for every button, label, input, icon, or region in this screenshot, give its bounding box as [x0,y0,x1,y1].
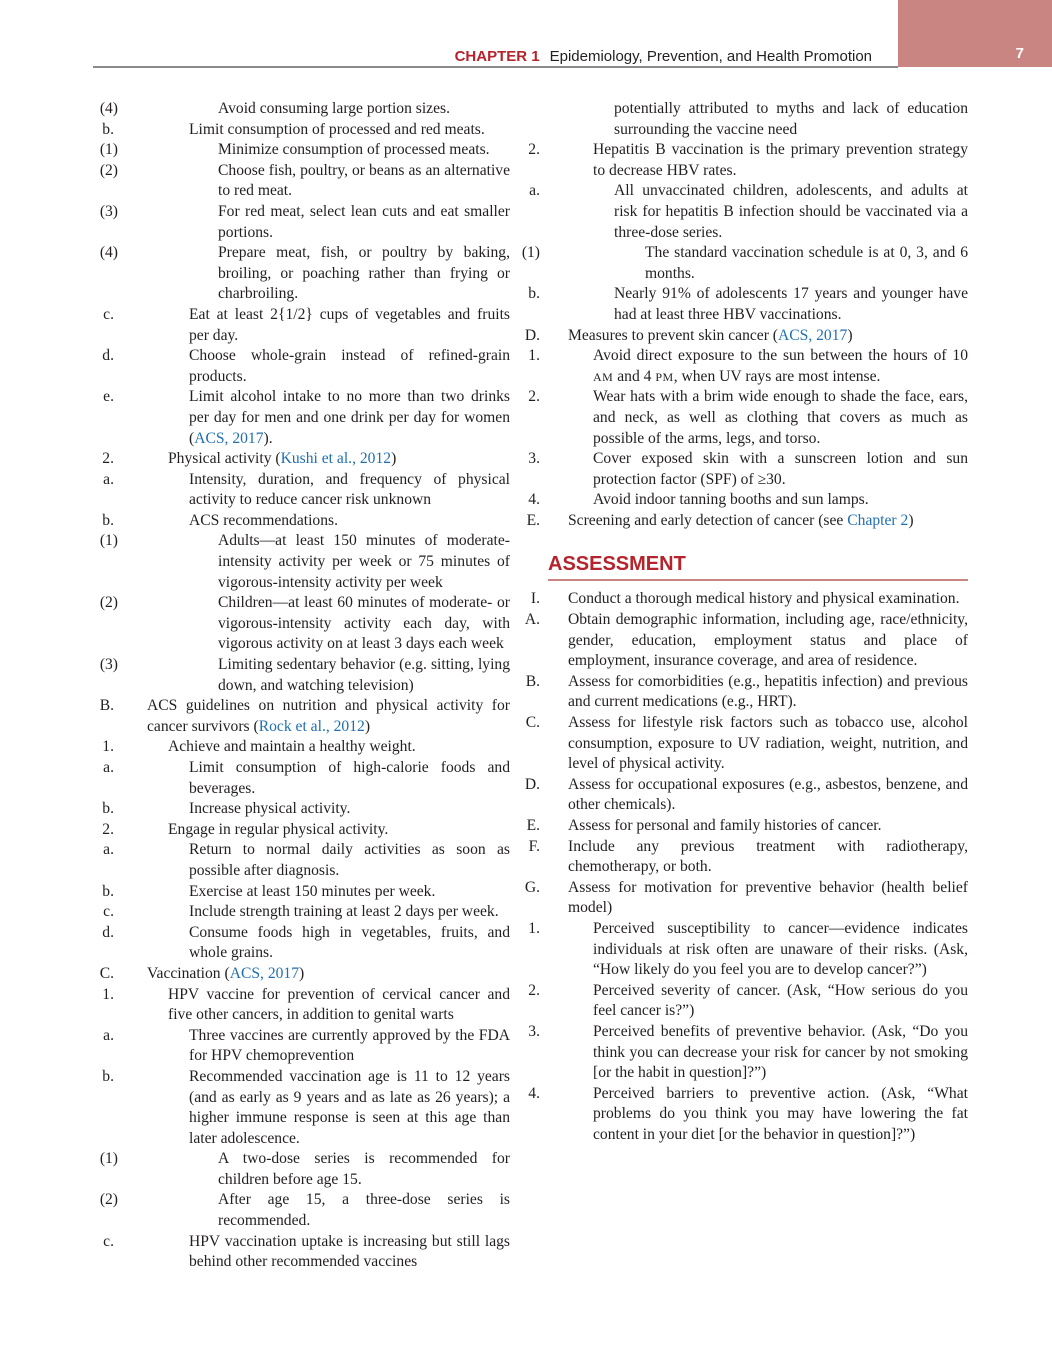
outline-marker: (4) [99,100,118,117]
outline-item [528,140,968,181]
outline-text: Wear hats with a brim wide enough to shade the face, ears, and neck, as well as clothing that covers as much as possible of the arms, legs, and torso. [593,388,968,447]
outline-text: Perceived benefits of preventive behavior. (Ask, “Do you think you can decrease your risk for cancer by not smoking [or the habit in question]?”) [593,1022,968,1082]
outline-item [102,985,510,1026]
outline-text: Assess for personal and family histories of cancer. [568,817,882,834]
outline-marker: B. [525,672,540,690]
outline-marker: a. [103,841,114,859]
outline-text: Avoid consuming large portion sizes. [218,100,450,117]
outline-item [524,326,968,347]
header-rule [93,66,898,68]
outline-text: Choose whole-grain instead of refined-grain products. [189,347,510,385]
outline-item [528,346,968,387]
outline-text: potentially attributed to myths and lack of education surrounding the vaccine need [614,100,968,138]
outline-item [102,737,510,758]
outline-text: Prepare meat, fish, or poultry by baking, broiling, or poaching rather than frying or charbroiling. [218,244,510,303]
outline-item [99,964,510,985]
outline-item [103,305,510,346]
outline-item [528,1022,968,1084]
section-heading-assessment: ASSESSMENT [548,551,968,581]
outline-text: Return to normal daily activities as soon as possible after diagnosis. [189,841,510,879]
outline-item [99,1190,510,1231]
outline-marker: A. [524,611,540,629]
outline-marker: G. [524,878,540,896]
outline-marker: 3. [528,450,540,468]
outline-item [528,837,968,878]
outline-text: Perceived susceptibility to cancer—evidence indicates individuals at risk often are unaware of their risks. (Ask, “How likely do you feel you are to develop cancer?”) [593,919,968,979]
outline-marker: D. [524,326,540,344]
outline-text: Engage in regular physical activity. [168,820,389,838]
outline-text: Choose fish, poultry, or beans as an alternative to red meat. [218,161,510,200]
outline-marker: b. [102,882,114,900]
outline-marker: (3) [99,202,118,220]
outline-marker: (2) [99,1191,118,1209]
citation-link[interactable]: Chapter 2 [847,511,909,529]
outline-marker: B. [99,697,114,715]
right-column-top [521,99,968,531]
outline-marker: c. [103,903,114,921]
outline-text: Intensity, duration, and frequency of physical activity to reduce cancer risk unknown [189,470,510,509]
outline-marker: D. [524,775,540,793]
outline-item [102,120,510,141]
outline-item [548,99,968,140]
outline-text: Assess for comorbidities (e.g., hepatitis infection) and previous and current medications (e.g., HRT). [568,672,968,711]
outline-marker: b. [102,800,114,818]
outline-item [525,672,968,713]
outline-item [99,696,510,737]
outline-marker: C. [99,964,114,982]
outline-item [103,387,510,449]
citation-link[interactable]: ACS, 2017 [229,964,300,982]
outline-text: Hepatitis B vaccination is the primary prevention strategy to decrease HBV rates. [593,141,968,179]
outline-item [99,161,510,202]
outline-text: HPV vaccination uptake is increasing but still lags behind other recommended vaccines [189,1232,510,1271]
outline-item [102,820,510,841]
outline-item [529,181,968,243]
running-head [455,48,872,65]
outline-text: Cover exposed skin with a sunscreen lotion and sun protection factor (SPF) of ≥30. [593,450,968,488]
citation-link[interactable]: ACS, 2017 [778,326,848,344]
outline-marker: a. [103,470,114,488]
outline-text: The standard vaccination schedule is at 0, 3, and 6 months. [645,244,968,282]
outline-item [526,511,968,532]
outline-text: Avoid direct exposure to the sun between the hours of 10 AM and 4 PM, when UV rays are most intense. [593,347,968,385]
outline-marker: 4. [528,1084,540,1102]
outline-marker: 2. [102,820,114,838]
outline-marker: 2. [528,388,540,406]
outline-item [102,511,510,532]
outline-marker: (3) [99,656,118,674]
outline-text: After age 15, a three-dose series is recommended. [218,1191,510,1230]
outline-item [99,655,510,696]
outline-item [99,243,510,305]
outline-item [524,775,968,816]
outline-item [526,816,968,837]
outline-marker: 4. [528,491,540,509]
outline-text: Obtain demographic information, including age, race/ethnicity, gender, education, employment status and place of employment, insurance coverage, and area of residence. [568,611,968,670]
outline-marker: d. [102,347,114,365]
outline-text: All unvaccinated children, adolescents, and adults at risk for hepatitis B infection should be vaccinated via a three-dose series. [614,182,968,241]
outline-item [99,593,510,655]
outline-marker: (1) [521,244,540,262]
outline-text: HPV vaccine for prevention of cervical cancer and five other cancers, in addition to genital warts [168,985,510,1024]
outline-text: Limiting sedentary behavior (e.g. sitting, lying down, and watching television) [218,656,510,694]
citation-link[interactable]: Rock et al., 2012 [258,717,365,735]
outline-marker: C. [525,714,540,732]
outline-item [102,449,510,470]
page-number: 7 [1015,45,1024,62]
outline-marker: a. [529,182,540,200]
outline-item [99,202,510,243]
outline-text: Limit consumption of high-calorie foods and beverages. [189,759,510,797]
outline-marker: 1. [102,985,114,1003]
outline-item [103,902,510,923]
outline-text: A two-dose series is recommended for children before age 15. [218,1150,510,1188]
outline-marker: 2. [102,450,114,468]
outline-marker: E. [526,511,540,529]
outline-text: Perceived barriers to preventive action. (Ask, “What problems do you think you may have lowering the fat content in your diet [or the behavior in question]?”) [593,1084,968,1143]
outline-item [103,758,510,799]
outline-item [103,470,510,511]
outline-item [528,387,968,449]
outline-marker: a. [103,1026,114,1044]
outline-item [102,346,510,387]
chapter-title: Epidemiology, Prevention, and Health Promotion [549,48,872,65]
outline-marker: (4) [99,244,118,262]
outline-marker: I. [530,590,540,608]
outline-marker: (2) [99,594,118,612]
outline-marker: E. [526,817,540,834]
outline-item [528,490,968,511]
citation-link[interactable]: ACS, 2017 [194,429,264,447]
outline-item [528,981,968,1022]
outline-text: Achieve and maintain a healthy weight. [168,738,416,756]
left-column [99,99,510,1273]
outline-item [528,449,968,490]
outline-marker: 1. [528,347,540,365]
outline-marker: (1) [99,1150,118,1168]
outline-text: For red meat, select lean cuts and eat smaller portions. [218,202,510,241]
outline-item [102,882,510,903]
outline-item [524,878,968,919]
outline-item [528,284,968,325]
outline-text: Limit consumption of processed and red meats. [189,120,485,138]
outline-text: Conduct a thorough medical history and physical examination. [568,590,960,608]
outline-marker: b. [528,285,540,303]
outline-text: Include strength training at least 2 days per week. [189,903,499,921]
outline-text: Perceived severity of cancer. (Ask, “How serious do you feel cancer is?”) [593,981,968,1020]
outline-marker: 1. [528,919,540,937]
outline-marker: c. [103,305,114,323]
outline-text: Recommended vaccination age is 11 to 12 years (and as early as 9 years and as late as 26 years); a higher immune response is seen at this age than later adolescence. [189,1067,510,1147]
outline-marker: b. [102,511,114,529]
outline-text: Physical activity (Kushi et al., 2012) [168,450,397,468]
outline-item [102,1067,510,1149]
outline-text: Adults—at least 150 minutes of moderate-intensity activity per week or 75 minutes of vigorous-intensity activity per week [218,532,510,591]
outline-marker: e. [103,388,114,406]
outline-text: Measures to prevent skin cancer (ACS, 2017) [568,326,853,344]
citation-link[interactable]: Kushi et al., 2012 [280,450,392,468]
outline-text: Screening and early detection of cancer (see Chapter 2) [568,511,914,529]
outline-item [528,919,968,981]
outline-item [521,243,968,284]
outline-marker: b. [102,120,114,138]
outline-item [530,589,968,610]
outline-text: Assess for occupational exposures (e.g., asbestos, benzene, and other chemicals). [568,775,968,814]
outline-item [99,1149,510,1190]
outline-marker: a. [103,759,114,776]
outline-text: ACS recommendations. [189,511,338,529]
outline-text: ACS guidelines on nutrition and physical activity for cancer survivors (Rock et al., 2012) [147,697,510,735]
outline-item [525,713,968,775]
outline-text: Increase physical activity. [189,800,351,818]
outline-marker: 1. [102,738,114,756]
outline-text: Consume foods high in vegetables, fruits, and whole grains. [189,923,510,962]
outline-item [102,923,510,964]
outline-text: Eat at least 2{1/2} cups of vegetables and fruits per day. [189,305,510,344]
outline-item [524,610,968,672]
outline-marker: (1) [99,141,118,159]
outline-item [99,140,510,161]
outline-text: Assess for lifestyle risk factors such as tobacco use, alcohol consumption, exposure to UV radiation, weight, nutrition, and level of physical activity. [568,714,968,773]
outline-item [102,799,510,820]
outline-item [528,1084,968,1146]
outline-text: Vaccination (ACS, 2017) [147,964,305,982]
outline-marker: (2) [99,161,118,179]
outline-marker: 2. [528,981,540,999]
outline-text: Children—at least 60 minutes of moderate- or vigorous-intensity activity each day, with vigorous activity on at least 3 days each week [218,594,510,653]
outline-marker: b. [102,1067,114,1085]
outline-text: Limit alcohol intake to no more than two drinks per day for men and one drink per day for women (ACS, 2017). [189,388,510,447]
outline-item [99,99,510,120]
outline-text: Minimize consumption of processed meats. [218,141,490,159]
outline-text: Nearly 91% of adolescents 17 years and younger have had at least three HBV vaccinations. [614,285,968,323]
outline-text: Exercise at least 150 minutes per week. [189,882,436,900]
outline-marker: (1) [99,532,118,550]
chapter-label: CHAPTER 1 [454,48,540,65]
outline-text: Three vaccines are currently approved by the FDA for HPV chemoprevention [189,1026,510,1065]
outline-marker: 3. [528,1022,540,1040]
outline-marker: d. [102,923,114,941]
outline-text: Avoid indoor tanning booths and sun lamps. [593,491,869,509]
outline-marker: F. [528,837,540,855]
outline-item [99,531,510,593]
assessment-list [524,589,968,1145]
outline-text: Assess for motivation for preventive behavior (health belief model) [568,878,968,917]
outline-marker: 2. [528,141,540,159]
outline-item [103,1232,510,1273]
outline-marker: c. [103,1232,114,1250]
outline-item [103,840,510,881]
right-column [521,99,968,1146]
outline-item [103,1026,510,1067]
outline-text: Include any previous treatment with radiotherapy, chemotherapy, or both. [568,837,968,876]
